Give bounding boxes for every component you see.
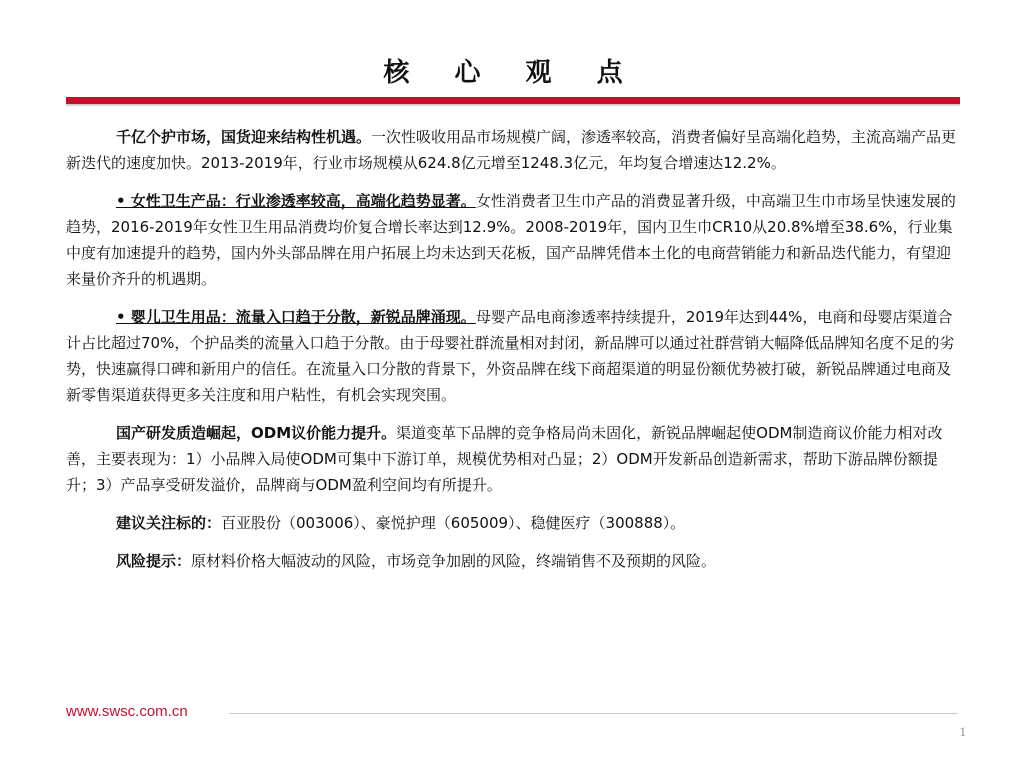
paragraph-text: 母婴产品电商渗透率持续提升，2019年达到44%，电商和母婴店渠道合计占比超过70%，个护品类的流量入口趋于分散。由于母婴社群流量相对封闭，新品牌可以通过社群营销大幅降低品牌知名度不足的劣势，快速赢得口碑和新用户的信任。在流量入口分散的背景下，外资品牌在线下商超渠道的明显份额优势被打破，新锐品牌通过电商及新零售渠道获得更多关注度和用户粘性，有机会实现突围。 [66,308,955,404]
footer-divider [229,713,958,714]
paragraph-lead: 风险提示： [116,552,192,570]
paragraph-text: 女性消费者卫生巾产品的消费显著升级，中高端卫生巾市场呈快速发展的趋势，2016-2019年女性卫生用品消费均价复合增长率达到12.9%。2008-2019年，国内卫生巾CR10从20.8%增至38.6%，行业集中度有加速提升的趋势，国内外头部品牌在用户拓展上均未达到天花板，国产品牌凭借本土化的电商营销能力和新品迭代能力，有望迎来量价齐升的机遇期。 [66,192,956,288]
paragraph-lead: 千亿个护市场，国货迎来结构性机遇。 [116,128,372,146]
paragraph-lead: 建议关注标的： [116,514,222,532]
paragraph-risks [66,548,960,574]
paragraph-lead: 国产研发质造崛起，ODM议价能力提升。 [116,424,397,442]
paragraph-text: 百亚股份（003006）、豪悦护理（605009）、稳健医疗（300888）。 [221,514,686,532]
page-title: 核 心 观 点 [383,58,641,88]
paragraph-text: 一次性吸收用品市场规模广阔，渗透率较高，消费者偏好呈高端化趋势，主流高端产品更新迭代的速度加快。2013-2019年，行业市场规模从624.8亿元增至1248.3亿元，年均复合增速达12.2%。 [66,128,957,172]
paragraph-text: 原材料价格大幅波动的风险，市场竞争加剧的风险，终端销售不及预期的风险。 [191,552,717,570]
paragraph-baby-hygiene [66,304,960,408]
paragraph-feminine-hygiene [66,188,960,292]
key-points-body [66,124,960,574]
title-divider [66,97,960,104]
paragraph-market [66,124,960,176]
paragraph-recommendations [66,510,960,536]
title-divider-shadow [66,104,960,107]
paragraph-lead: • 女性卫生产品：行业渗透率较高，高端化趋势显著。 [116,192,476,210]
paragraph-text: 渠道变革下品牌的竞争格局尚未固化，新锐品牌崛起使ODM制造商议价能力相对改善，主要表现为：1）小品牌入局使ODM可集中下游订单，规模优势相对凸显；2）ODM开发新品创造新需求，帮助下游品牌份额提升；3）产品享受研发溢价，品牌商与ODM盈利空间均有所提升。 [66,424,943,494]
page-number: 1 [959,724,966,739]
footer-website-link[interactable]: www.swsc.com.cn [66,703,188,720]
paragraph-odm [66,420,960,498]
paragraph-lead: • 婴儿卫生用品：流量入口趋于分散，新锐品牌涌现。 [116,308,476,326]
